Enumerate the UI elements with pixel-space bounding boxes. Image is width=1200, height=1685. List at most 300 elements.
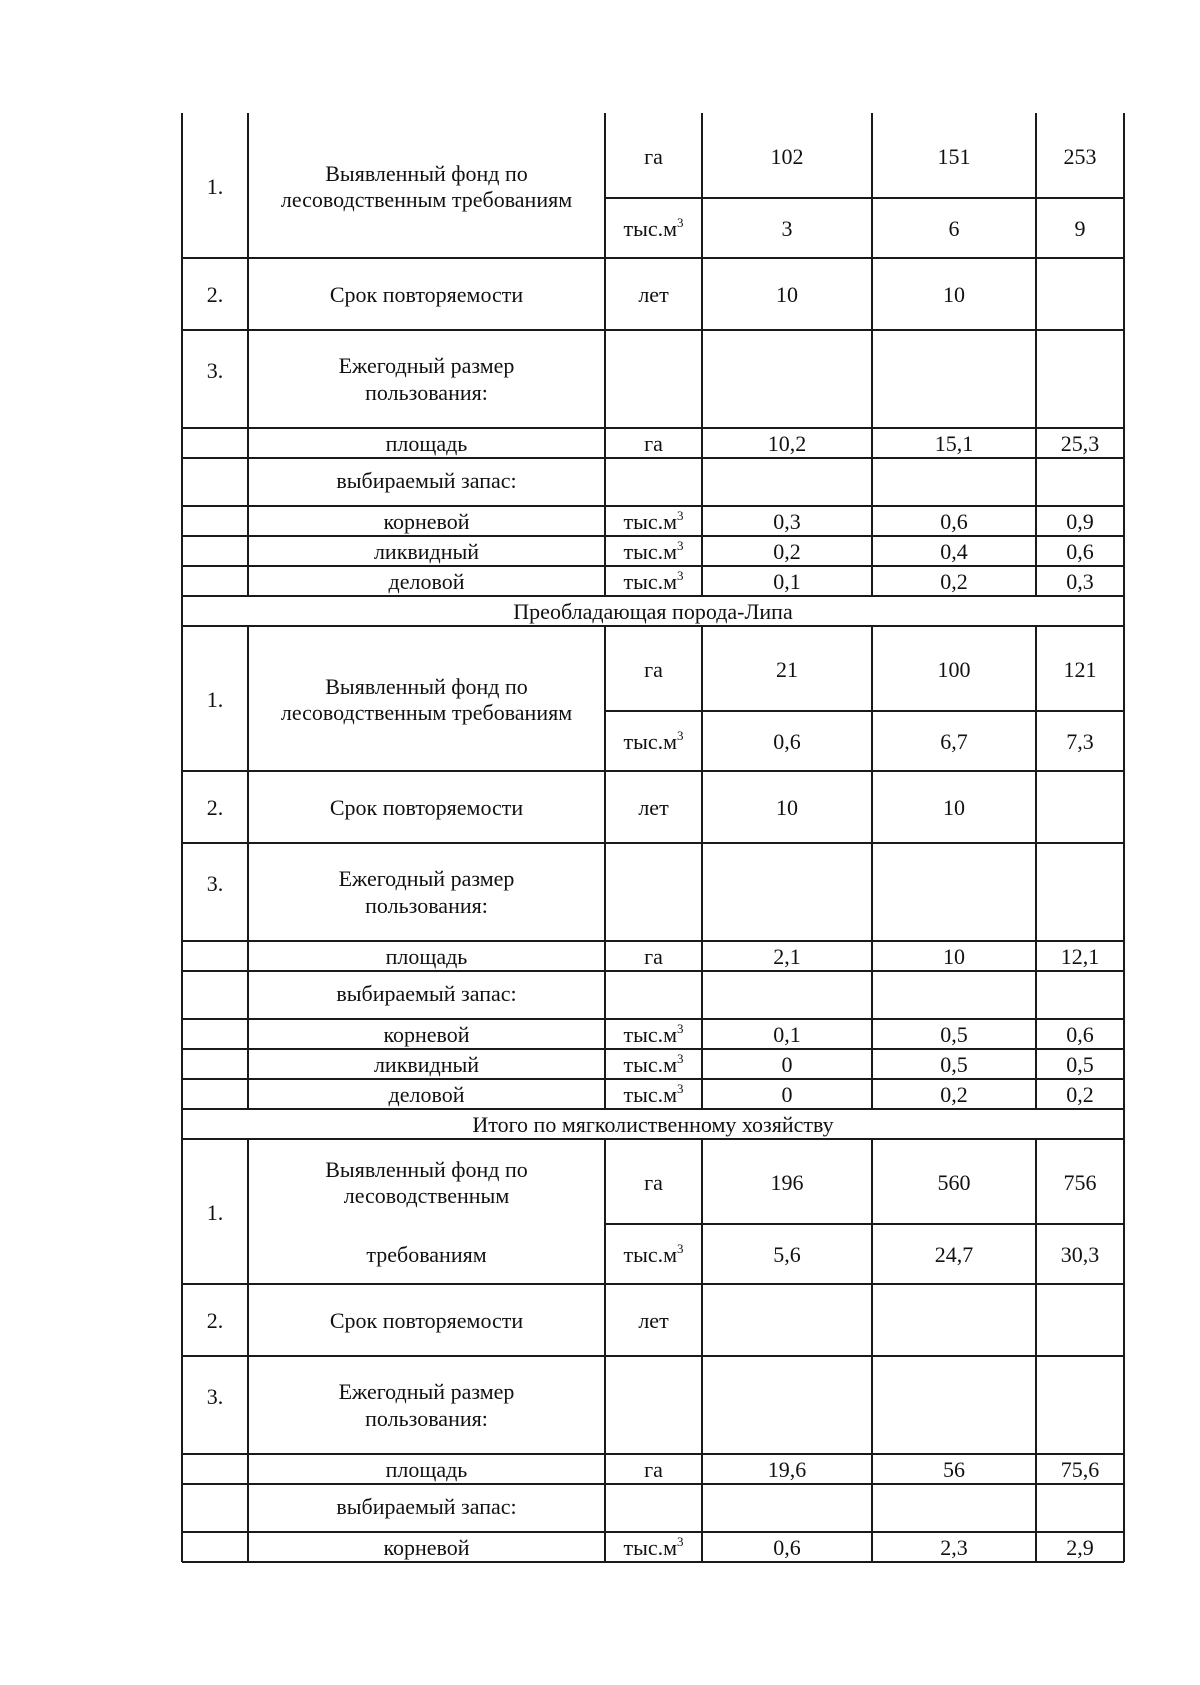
value-cell: 0,6: [773, 1535, 801, 1560]
column-rule: [701, 771, 703, 843]
column-rule: [1123, 1049, 1125, 1079]
value-cell: 2,1: [773, 944, 801, 969]
column-rule: [604, 1284, 606, 1356]
row-label: деловой: [388, 1082, 465, 1107]
row-label: Срок повторяемости: [329, 282, 524, 307]
column-rule: [247, 626, 249, 771]
column-rule: [1035, 330, 1037, 428]
value-cell: 10,2: [767, 431, 807, 456]
unit-text: га: [644, 143, 663, 169]
row-label: пользования:: [365, 1406, 488, 1431]
column-rule: [871, 258, 873, 330]
column-rule: [247, 1532, 249, 1562]
value-cell: 151: [937, 143, 971, 169]
column-rule: [871, 1484, 873, 1532]
column-rule: [181, 536, 183, 566]
column-rule: [1035, 1284, 1037, 1356]
column-rule: [1123, 1284, 1125, 1356]
unit-superscript: 3: [677, 538, 684, 553]
unit-text: тыс.м: [623, 1082, 678, 1107]
column-rule: [247, 506, 249, 536]
value-cell: 10: [943, 282, 965, 307]
unit-superscript: 3: [677, 728, 684, 743]
row-number: 2.: [206, 1308, 224, 1333]
column-rule: [1035, 626, 1037, 771]
column-rule: [701, 626, 703, 771]
column-rule: [604, 330, 606, 428]
unit-text: тыс.м: [623, 216, 678, 241]
row-label: Ежегодный размер: [338, 866, 515, 891]
column-rule: [701, 1079, 703, 1109]
row-label: Выявленный фонд по: [325, 1156, 528, 1182]
column-rule: [247, 1356, 249, 1454]
unit-text: га: [644, 431, 663, 456]
column-rule: [871, 1454, 873, 1484]
column-rule: [247, 1454, 249, 1484]
row-number: 2.: [206, 282, 224, 307]
column-rule: [181, 458, 183, 506]
column-rule: [701, 458, 703, 506]
column-rule: [1035, 1079, 1037, 1109]
row-label: площадь: [385, 431, 468, 456]
column-rule: [1123, 1079, 1125, 1109]
column-rule: [1123, 1532, 1125, 1562]
column-rule: [1035, 113, 1037, 258]
row-label: лесоводственным: [343, 1182, 510, 1208]
column-rule: [604, 771, 606, 843]
column-rule: [1123, 113, 1125, 258]
row-label: лесоводственным требованиям: [280, 186, 573, 212]
column-rule: [871, 566, 873, 596]
column-rule: [1123, 1356, 1125, 1454]
table-rule: [182, 427, 1124, 429]
table-rule: [182, 257, 1124, 259]
value-cell: 19,6: [767, 1457, 807, 1482]
column-rule: [1035, 566, 1037, 596]
column-rule: [181, 113, 183, 258]
value-cell: 0,2: [940, 1082, 968, 1107]
unit-superscript: 3: [677, 568, 684, 583]
column-rule: [604, 1079, 606, 1109]
value-cell: 56: [943, 1457, 965, 1482]
row-label: требованиям: [366, 1242, 487, 1267]
unit-cell: лет: [638, 1308, 669, 1333]
column-rule: [1123, 330, 1125, 428]
value-cell: 0,3: [773, 509, 801, 534]
row-label: Срок повторяемости: [329, 1308, 524, 1333]
column-rule: [181, 258, 183, 330]
column-rule: [701, 843, 703, 941]
row-label: Выявленный фонд по: [325, 673, 528, 699]
value-cell: 9: [1074, 216, 1086, 241]
column-rule: [701, 1019, 703, 1049]
row-label: Ежегодный размер: [338, 353, 515, 378]
column-rule: [181, 1284, 183, 1356]
column-rule: [181, 1484, 183, 1532]
table-rule: [182, 595, 1124, 597]
value-cell: 0: [781, 1082, 793, 1107]
unit-cell: [623, 1051, 683, 1078]
value-cell: 0,9: [1066, 509, 1094, 534]
unit-cell: [623, 1021, 683, 1048]
table-rule: [182, 1453, 1124, 1455]
column-rule: [604, 458, 606, 506]
unit-cell: лет: [638, 795, 669, 820]
column-rule: [701, 536, 703, 566]
column-rule: [1035, 1484, 1037, 1532]
unit-text: га: [644, 944, 663, 969]
value-cell: 10: [943, 795, 965, 820]
unit-text: тыс.м: [623, 509, 678, 534]
value-cell: 0,6: [940, 509, 968, 534]
table-rule: [182, 1283, 1124, 1285]
column-rule: [871, 1019, 873, 1049]
column-rule: [1035, 1139, 1037, 1284]
column-rule: [181, 1079, 183, 1109]
column-rule: [247, 1019, 249, 1049]
column-rule: [604, 1356, 606, 1454]
column-rule: [181, 971, 183, 1019]
value-cell: 24,7: [934, 1242, 974, 1267]
column-rule: [1123, 843, 1125, 941]
column-rule: [181, 1019, 183, 1049]
unit-superscript: 3: [677, 1051, 684, 1066]
column-rule: [247, 113, 249, 258]
column-rule: [871, 771, 873, 843]
column-rule: [604, 566, 606, 596]
column-rule: [181, 428, 183, 458]
table-rule: [182, 1531, 1124, 1533]
row-label: выбираемый запас:: [336, 468, 517, 493]
table-rule: [182, 1561, 1124, 1563]
column-rule: [701, 506, 703, 536]
unit-cell: [623, 538, 683, 565]
row-label: корневой: [383, 1022, 470, 1047]
column-rule: [1035, 428, 1037, 458]
column-rule: [604, 941, 606, 971]
column-rule: [701, 1356, 703, 1454]
unit-text: тыс.м: [623, 569, 678, 594]
column-rule: [871, 330, 873, 428]
row-number: 2.: [206, 795, 224, 820]
column-rule: [247, 566, 249, 596]
column-rule: [1123, 1139, 1125, 1284]
column-rule: [1123, 1019, 1125, 1049]
column-rule: [871, 626, 873, 771]
unit-cell: [644, 143, 663, 170]
column-rule: [1123, 566, 1125, 596]
value-cell: 0,1: [773, 1022, 801, 1047]
value-cell: 6: [948, 216, 960, 241]
value-cell: 0,6: [1066, 1022, 1094, 1047]
column-rule: [871, 843, 873, 941]
column-rule: [1035, 536, 1037, 566]
column-rule: [181, 596, 183, 626]
value-cell: 0,2: [1066, 1082, 1094, 1107]
column-rule: [1035, 1019, 1037, 1049]
row-label: Срок повторяемости: [329, 795, 524, 820]
unit-cell: [623, 1241, 683, 1268]
value-cell: 0,6: [1066, 539, 1094, 564]
column-rule: [604, 506, 606, 536]
column-rule: [181, 1532, 183, 1562]
value-cell: 2,9: [1066, 1535, 1094, 1560]
unit-cell: [644, 430, 663, 457]
row-number: 1.: [206, 1199, 224, 1225]
column-rule: [701, 1532, 703, 1562]
column-rule: [604, 1139, 606, 1284]
row-label: Ежегодный размер: [338, 1379, 515, 1404]
row-number: 1.: [206, 173, 224, 199]
table-rule: [182, 1048, 1124, 1050]
column-rule: [701, 1139, 703, 1284]
column-rule: [247, 258, 249, 330]
unit-superscript: 3: [677, 1534, 684, 1549]
table-rule: [182, 970, 1124, 972]
column-rule: [604, 971, 606, 1019]
row-number: 3.: [206, 871, 224, 896]
table-rule: [182, 457, 1124, 459]
unit-cell: лет: [638, 282, 669, 307]
column-rule: [1035, 971, 1037, 1019]
column-rule: [1123, 971, 1125, 1019]
unit-superscript: 3: [677, 1021, 684, 1036]
table-rule: [182, 329, 1124, 331]
column-rule: [604, 113, 606, 258]
column-rule: [604, 626, 606, 771]
row-label: Выявленный фонд по: [325, 160, 528, 186]
column-rule: [701, 566, 703, 596]
column-rule: [1035, 458, 1037, 506]
column-rule: [871, 458, 873, 506]
row-label: площадь: [385, 1457, 468, 1482]
value-cell: 0: [781, 1052, 793, 1077]
value-cell: 100: [937, 656, 971, 682]
column-rule: [247, 1484, 249, 1532]
row-number: 3.: [206, 358, 224, 383]
unit-text: тыс.м: [623, 539, 678, 564]
value-cell: 196: [770, 1169, 804, 1195]
row-number: 1.: [206, 686, 224, 712]
column-rule: [871, 428, 873, 458]
column-rule: [181, 506, 183, 536]
column-rule: [1035, 1454, 1037, 1484]
column-rule: [701, 971, 703, 1019]
value-cell: 0,6: [773, 729, 801, 754]
value-cell: 2,3: [940, 1535, 968, 1560]
value-cell: 0,5: [940, 1022, 968, 1047]
column-rule: [1123, 506, 1125, 536]
column-rule: [181, 1356, 183, 1454]
value-cell: 0,1: [773, 569, 801, 594]
column-rule: [181, 941, 183, 971]
table-rule: [182, 842, 1124, 844]
column-rule: [247, 330, 249, 428]
value-cell: 560: [937, 1169, 971, 1195]
column-rule: [181, 843, 183, 941]
unit-text: га: [644, 1169, 663, 1195]
row-label: выбираемый запас:: [336, 1494, 517, 1519]
column-rule: [604, 1484, 606, 1532]
column-rule: [181, 626, 183, 771]
unit-cell: [644, 1169, 663, 1196]
column-rule: [871, 1356, 873, 1454]
column-rule: [181, 1139, 183, 1284]
column-rule: [181, 1049, 183, 1079]
column-rule: [247, 1049, 249, 1079]
column-rule: [247, 1284, 249, 1356]
column-rule: [247, 458, 249, 506]
value-cell: 253: [1063, 143, 1097, 169]
column-rule: [1123, 1454, 1125, 1484]
unit-cell: [623, 508, 683, 535]
column-rule: [701, 941, 703, 971]
column-rule: [1035, 771, 1037, 843]
value-cell: 7,3: [1066, 729, 1094, 754]
sub-row-rule: [605, 710, 1124, 712]
unit-text: тыс.м: [623, 1535, 678, 1560]
column-rule: [1035, 843, 1037, 941]
column-rule: [871, 506, 873, 536]
sub-row-rule: [605, 1223, 1124, 1225]
value-cell: 75,6: [1060, 1457, 1100, 1482]
column-rule: [701, 1454, 703, 1484]
value-cell: 0,2: [773, 539, 801, 564]
table-rule: [182, 565, 1124, 567]
table-rule: [182, 505, 1124, 507]
column-rule: [871, 113, 873, 258]
unit-cell: [623, 1534, 683, 1561]
column-rule: [1123, 941, 1125, 971]
section-heading: Преобладающая порода-Липа: [513, 599, 793, 624]
value-cell: 0,5: [940, 1052, 968, 1077]
column-rule: [604, 1454, 606, 1484]
unit-cell: [623, 215, 683, 242]
value-cell: 3: [781, 216, 793, 241]
column-rule: [247, 428, 249, 458]
row-label: корневой: [383, 509, 470, 534]
value-cell: 0,4: [940, 539, 968, 564]
value-cell: 10: [943, 944, 965, 969]
sub-row-rule: [605, 197, 1124, 199]
table-rule: [182, 1078, 1124, 1080]
column-rule: [604, 843, 606, 941]
unit-text: тыс.м: [623, 1022, 678, 1047]
column-rule: [604, 1019, 606, 1049]
column-rule: [701, 428, 703, 458]
column-rule: [701, 113, 703, 258]
column-rule: [604, 1049, 606, 1079]
unit-text: га: [644, 1457, 663, 1482]
column-rule: [1123, 1484, 1125, 1532]
column-rule: [181, 1109, 183, 1139]
column-rule: [247, 1079, 249, 1109]
value-cell: 0,5: [1066, 1052, 1094, 1077]
column-rule: [1035, 1049, 1037, 1079]
column-rule: [701, 1484, 703, 1532]
column-rule: [871, 1532, 873, 1562]
unit-cell: [623, 1081, 683, 1108]
value-cell: 12,1: [1060, 944, 1100, 969]
row-label: пользования:: [365, 893, 488, 918]
column-rule: [247, 771, 249, 843]
column-rule: [871, 1139, 873, 1284]
column-rule: [701, 258, 703, 330]
unit-superscript: 3: [677, 1081, 684, 1096]
row-number: 3.: [206, 1384, 224, 1409]
table-rule: [182, 625, 1124, 627]
column-rule: [1035, 941, 1037, 971]
value-cell: 121: [1063, 656, 1097, 682]
column-rule: [871, 1079, 873, 1109]
column-rule: [181, 566, 183, 596]
value-cell: 756: [1063, 1169, 1097, 1195]
unit-cell: [644, 943, 663, 970]
row-label: лесоводственным требованиям: [280, 699, 573, 725]
column-rule: [1123, 1109, 1125, 1139]
value-cell: 10: [776, 795, 798, 820]
unit-superscript: 3: [677, 215, 684, 230]
value-cell: 0,3: [1066, 569, 1094, 594]
value-cell: 102: [770, 143, 804, 169]
table-rule: [182, 1018, 1124, 1020]
unit-cell: [644, 656, 663, 683]
column-rule: [871, 1049, 873, 1079]
unit-superscript: 3: [677, 1241, 684, 1256]
unit-text: тыс.м: [623, 729, 678, 754]
row-label: деловой: [388, 569, 465, 594]
value-cell: 10: [776, 282, 798, 307]
column-rule: [1123, 536, 1125, 566]
column-rule: [1035, 506, 1037, 536]
row-label: выбираемый запас:: [336, 981, 517, 1006]
column-rule: [247, 971, 249, 1019]
column-rule: [1123, 458, 1125, 506]
unit-text: тыс.м: [623, 1052, 678, 1077]
value-cell: 5,6: [773, 1242, 801, 1267]
table-rule: [182, 1483, 1124, 1485]
unit-cell: [623, 728, 683, 755]
row-label: пользования:: [365, 380, 488, 405]
value-cell: 30,3: [1060, 1242, 1100, 1267]
value-cell: 15,1: [934, 431, 974, 456]
unit-text: га: [644, 656, 663, 682]
column-rule: [604, 1532, 606, 1562]
table-rule: [182, 535, 1124, 537]
column-rule: [181, 771, 183, 843]
column-rule: [1035, 1532, 1037, 1562]
column-rule: [701, 1049, 703, 1079]
row-label: площадь: [385, 944, 468, 969]
column-rule: [1035, 258, 1037, 330]
value-cell: 21: [776, 656, 798, 682]
column-rule: [871, 1284, 873, 1356]
unit-cell: [644, 1456, 663, 1483]
unit-cell: [623, 568, 683, 595]
column-rule: [604, 258, 606, 330]
column-rule: [701, 1284, 703, 1356]
column-rule: [1123, 428, 1125, 458]
column-rule: [1123, 626, 1125, 771]
row-label: ликвидный: [373, 1052, 480, 1077]
column-rule: [1123, 258, 1125, 330]
table-rule: [182, 1108, 1124, 1110]
column-rule: [871, 536, 873, 566]
column-rule: [247, 843, 249, 941]
column-rule: [701, 330, 703, 428]
table-rule: [182, 1355, 1124, 1357]
table-rule: [182, 770, 1124, 772]
